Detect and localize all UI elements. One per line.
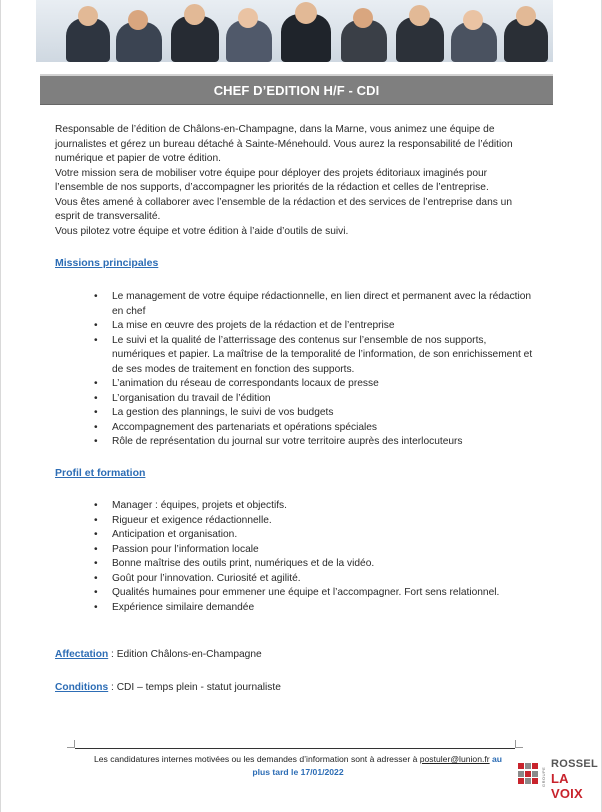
footer-deadline: plus tard le 17/01/2022 [252, 767, 344, 777]
intro-paragraph: Responsable de l’édition de Châlons-en-Champagne, dans la Marne, vous animez une équipe de journalistes et gérez un bureau détaché à Sainte-Ménehould. Vous aurez la responsabilité de l’édition numérique et papier de votre édition. [55, 124, 513, 164]
list-item: • Passion pour l’information locale [93, 543, 533, 558]
job-title-bar [40, 74, 553, 105]
footer-text-before: Les candidatures internes motivées ou les demandes d’information sont à adresser à [93, 754, 420, 764]
job-title: CHEF D’EDITION H/F - CDI [213, 82, 380, 98]
list-item: • Rigueur et exigence rédactionnelle. [93, 514, 533, 529]
logo-grid-icon [518, 763, 540, 785]
affectation-line [55, 649, 262, 660]
affectation-value: : Edition Châlons-en-Champagne [108, 649, 262, 660]
conditions-label: Conditions [55, 682, 109, 693]
footer-text-after: au [489, 754, 503, 764]
logo-groupe-text: GROUPE [541, 766, 546, 787]
list-item: • Goût pour l’innovation. Curiosité et agilité. [93, 572, 533, 587]
logo-lavoix-text: LA VOIX [551, 771, 583, 801]
footer-note [63, 753, 533, 779]
list-item: • Bonne maîtrise des outils print, numériques et de la vidéo. [93, 557, 533, 572]
conditions-value: : CDI – temps plein - statut journaliste [108, 682, 281, 693]
intro-text [55, 123, 535, 239]
footer-corner-mark [515, 740, 523, 748]
footer-corner-mark [67, 740, 75, 748]
profil-list [93, 499, 533, 615]
list-item: • L’organisation du travail de l’édition [93, 392, 533, 407]
profil-heading: Profil et formation [55, 467, 146, 479]
application-email-link[interactable]: postuler@lunion.fr [419, 754, 490, 764]
header-photo-banner [36, 0, 553, 62]
intro-paragraph: Vous pilotez votre équipe et votre édition à l’aide d’outils de suivi. [55, 225, 349, 237]
list-item: • Le suivi et la qualité de l’atterrissage des contenus sur l’ensemble de nos supports, numériques et papier. La maîtrise de la temporalité de l’information, de son enrichissement et de ses modes de traitement en fonction des supports. [93, 334, 533, 378]
rossel-la-voix-logo [518, 755, 599, 801]
list-item: • La mise en œuvre des projets de la rédaction et de l’entreprise [93, 319, 533, 334]
list-item: • Manager : équipes, projets et objectifs. [93, 499, 533, 514]
logo-rossel-text: ROSSEL [551, 758, 599, 770]
conditions-line [55, 682, 281, 693]
list-item: • Qualités humaines pour emmener une équipe et l’accompagner. Fort sens relationnel. [93, 586, 533, 601]
list-item: • L’animation du réseau de correspondants locaux de presse [93, 377, 533, 392]
list-item: • Expérience similaire demandée [93, 601, 533, 616]
list-item: • Accompagnement des partenariats et opérations spéciales [93, 421, 533, 436]
intro-paragraph: Votre mission sera de mobiliser votre équipe pour déployer des projets éditoriaux imaginés pour l’ensemble de nos supports, d’accompagner les priorités de la rédaction et celles de l’entreprise. [55, 167, 489, 193]
list-item: • Rôle de représentation du journal sur votre territoire auprès des interlocuteurs [93, 435, 533, 450]
affectation-label: Affectation [55, 649, 109, 660]
list-item: • La gestion des plannings, le suivi de vos budgets [93, 406, 533, 421]
list-item: • Anticipation et organisation. [93, 528, 533, 543]
intro-paragraph: Vous êtes amené à collaborer avec l’ensemble de la rédaction et des services de l’entreprise dans un esprit de transversalité. [55, 196, 513, 222]
list-item: • Le management de votre équipe rédactionnelle, en lien direct et permanent avec la rédaction en chef [93, 290, 533, 319]
missions-heading: Missions principales [55, 257, 159, 269]
footer-divider [75, 748, 515, 749]
missions-list [93, 290, 533, 450]
